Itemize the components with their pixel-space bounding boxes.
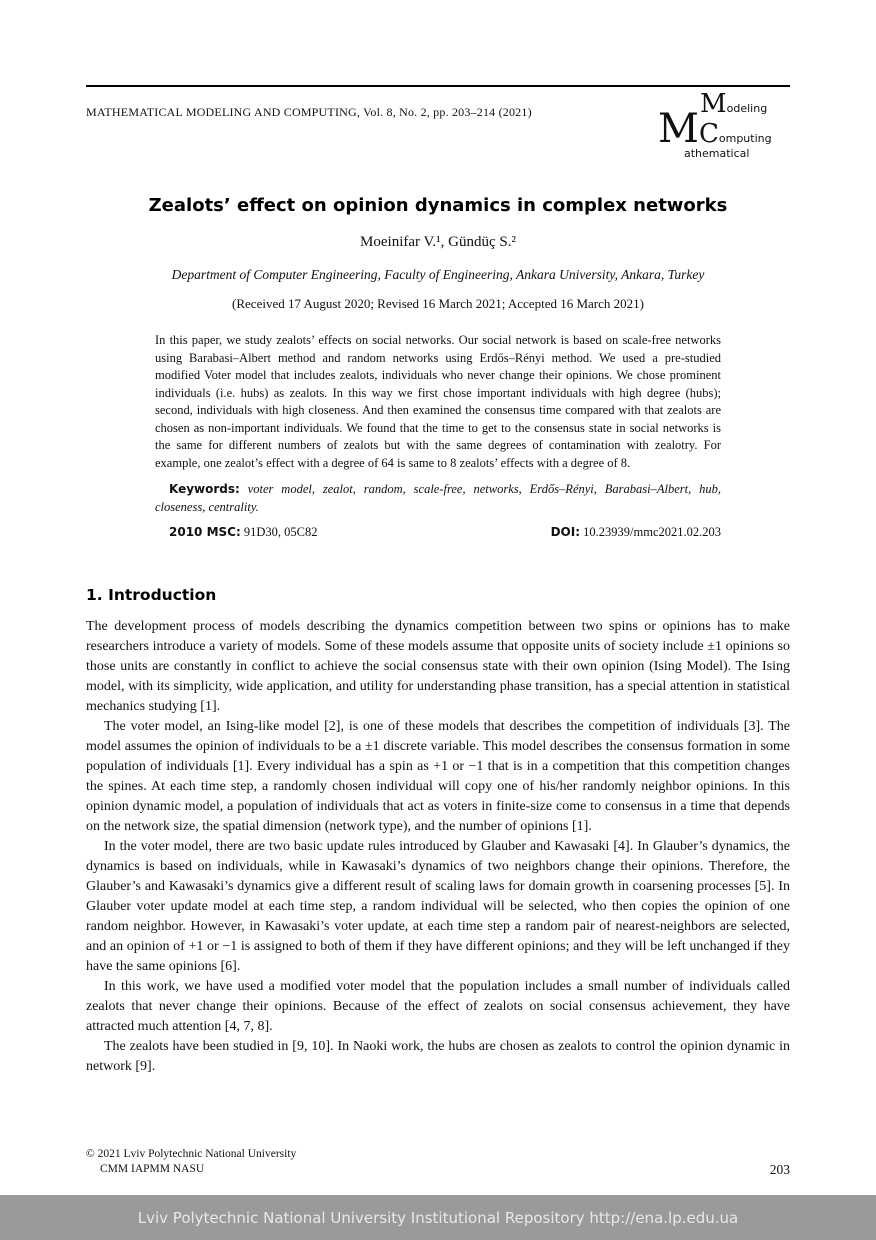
introduction-body: [86, 617, 790, 1077]
intro-paragraph-1: The development process of models describing the dynamics competition between two spins or opinions has to make researchers introduce a variety of models. Some of these models assume that opposite units of society include ±1 opinions so those units are constantly in conflict to achieve the social consensus state with their own opinion (Ising Model). The Ising model, with its simplicity, wide application, and utility for understanding phase transition, has a special attention in statistical mechanics studying [1].: [86, 619, 790, 715]
journal-line: MATHEMATICAL MODELING AND COMPUTING, Vol. 8, No. 2, pp. 203–214 (2021): [86, 105, 532, 119]
logo-letter-m-big: M: [658, 106, 699, 152]
keywords-text: voter model, zealot, random, scale-free, networks, Erdős–Rényi, Barabasi–Albert, hub, closeness, centrality.: [155, 482, 722, 514]
copyright-line-1: © 2021 Lviv Polytechnic National University: [86, 1147, 297, 1160]
logo-text-athematical: athematical: [684, 147, 750, 160]
journal-header: [86, 89, 790, 161]
logo-letter-c: C: [698, 119, 719, 149]
intro-paragraph-4: In this work, we have used a modified voter model that the population includes a small number of individuals called zealots that never change their opinions. Because of the effect of zealots on social consensus achievement, they have attracted much attention [4, 7, 8].: [86, 979, 790, 1035]
doi-label: DOI:: [550, 525, 581, 539]
header-rule: [86, 85, 790, 87]
repository-banner: [0, 1195, 876, 1240]
page-footer: [86, 1147, 790, 1178]
copyright-line-2: CMM IAPMM NASU: [100, 1163, 205, 1176]
logo-letter-m: M: [700, 89, 727, 119]
paper-title: Zealots’ effect on opinion dynamics in complex networks: [148, 195, 728, 216]
doi-line: [551, 525, 721, 540]
repository-banner-text: Lviv Polytechnic National University Institutional Repository http://ena.lp.edu.ua: [137, 1208, 739, 1227]
msc-line: [155, 525, 318, 540]
doi-value: 10.23939/mmc2021.02.203: [583, 525, 721, 539]
section-heading-introduction: 1. Introduction: [86, 586, 217, 604]
keywords-label: Keywords:: [169, 482, 240, 496]
msc-value: 91D30, 05C82: [243, 525, 318, 539]
page-number: 203: [769, 1162, 790, 1177]
keywords-block: [155, 481, 721, 516]
logo-row-mathematical: [684, 145, 790, 161]
copyright-block: [86, 1147, 296, 1178]
abstract-text: In this paper, we study zealots’ effects on social networks. Our social network is based on scale-free networks using Barabasi–Albert method and random networks using Erdős–Rényi method. We used a pre-studied modified Voter model that includes zealots, individuals who never change their opinions. We chose prominent individuals (i.e. hubs) as zealots. In this way we first chose important individuals with high degree (hubs); second, individuals with high closeness. And then examined the consensus time compared with that zealots are chosen as non-important individuals. We found that the time to get to the consensus state in social networks is the same for different numbers of zealots but with the same degrees of contamination with zealotry. For example, one zealot’s effect with a degree of 64 is same to 8 zealots’ effects with a degree of 8.: [155, 333, 721, 470]
logo-text-omputing: omputing: [718, 132, 772, 145]
authors-line: Moeinifar V.¹, Gündüç S.²: [360, 234, 516, 250]
received-line: (Received 17 August 2020; Revised 16 March 2021; Accepted 16 March 2021): [232, 296, 644, 311]
intro-paragraph-3: In the voter model, there are two basic update rules introduced by Glauber and Kawasaki [4]. In Glauber’s dynamics, the dynamics is based on individuals, while in Kawasaki’s dynamics of two neighbors change their opinions. Therefore, the Glauber’s and Kawasaki’s dynamics give a different result of scaling laws for domain growth in coarsening processes [5]. In Glauber voter update model at each time step, a random individual will be selected, who then copies the opinion of one random neighbor. However, in Kawasaki’s voter update, at each time step a random pair of nearest-neighbors are selected, and an opinion of +1 or −1 is assigned to both of them if they have different opinions; and they will be left unchanged if they have the same opinions [6].: [86, 839, 790, 975]
msc-label: 2010 MSC:: [169, 525, 241, 539]
intro-paragraph-2: The voter model, an Ising-like model [2], is one of these models that describes the competition of individuals [3]. The model assumes the opinion of individuals to be a ±1 discrete variable. This model describes the consensus formation in some population of individuals [1]. Every individual has a spin as +1 or −1 that is in a competition that this competition changes the spines. At each time step, a randomly chosen individual will copy one of his/her randomly neighbor opinions. In this opinion dynamic model, a population of individuals that act as voters in finite-size come to consensus in a time that depends on the network size, the spatial dimension (network type), and the number of opinions [1].: [86, 719, 790, 835]
intro-paragraph-5: The zealots have been studied in [9, 10]. In Naoki work, the hubs are chosen as zealots to control the opinion dynamic in network [9].: [86, 1039, 790, 1075]
meta-row: [155, 525, 721, 540]
affiliation-line: Department of Computer Engineering, Faculty of Engineering, Ankara University, Ankara, Turkey: [171, 267, 705, 282]
logo-text-odeling: odeling: [726, 102, 768, 115]
mmc-journal-logo: [658, 91, 790, 161]
